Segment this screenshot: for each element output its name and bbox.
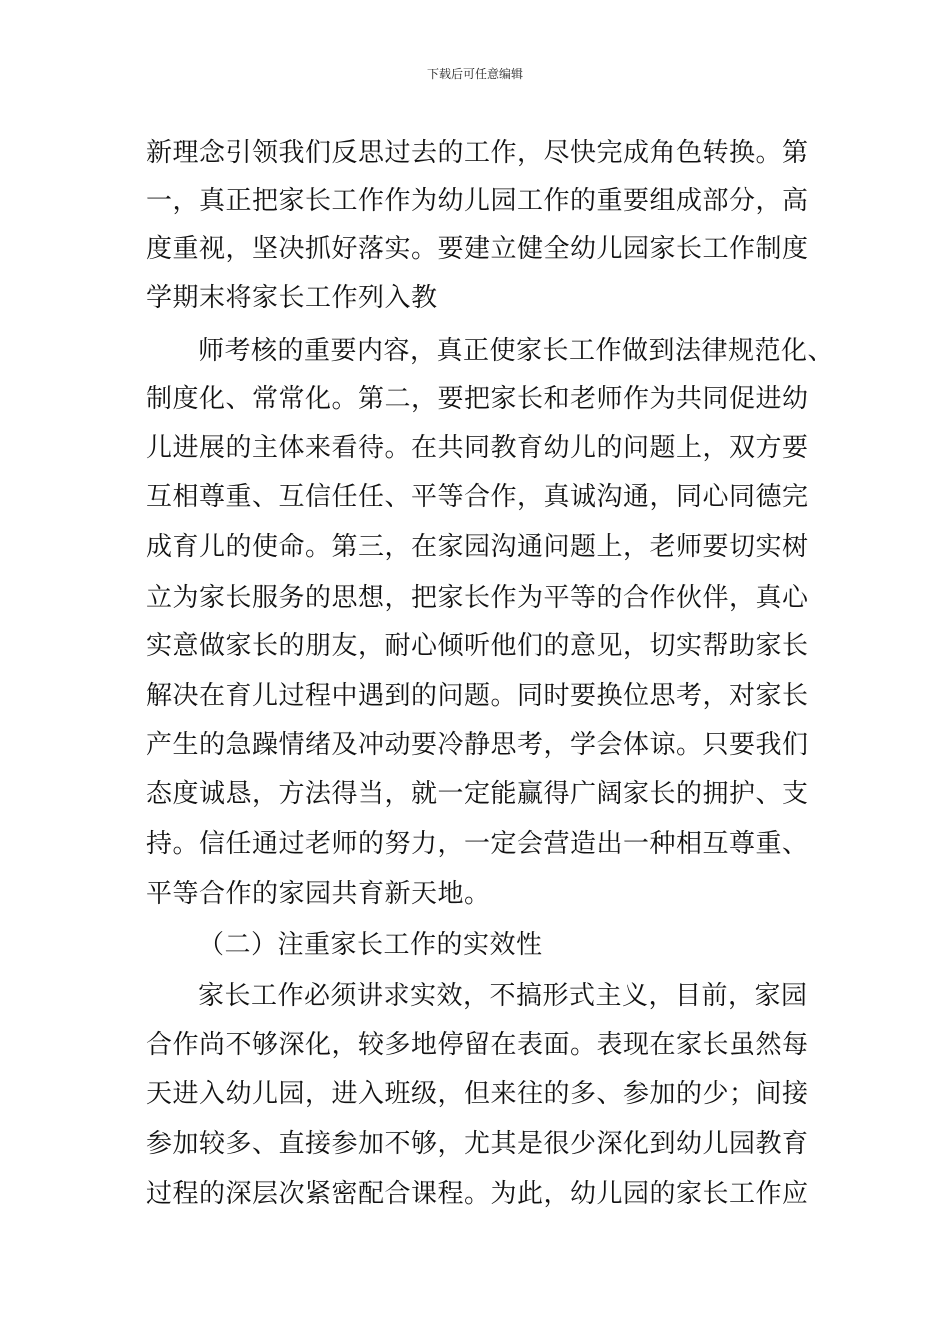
text-line: 立为家长服务的思想，把家长作为平等的合作伙伴，真心 <box>146 583 809 613</box>
paragraph-first-line: 家长工作必须讲求实效，不搞形式主义，目前，家园 <box>198 981 808 1011</box>
page-header: 下载后可任意编辑 <box>426 67 523 81</box>
text-line: 产生的急躁情绪及冲动要冷静思考，学会体谅。只要我们 <box>146 730 809 760</box>
section-heading: （二）注重家长工作的实效性 <box>198 930 543 960</box>
text-line: 实意做家长的朋友，耐心倾听他们的意见，切实帮助家长 <box>146 631 809 661</box>
text-line: 制度化、常常化。第二，要把家长和老师作为共同促进幼 <box>146 384 809 414</box>
text-line: 儿进展的主体来看待。在共同教育幼儿的问题上，双方要 <box>146 433 809 463</box>
text-line: 一，真正把家长工作作为幼儿园工作的重要组成部分，高 <box>146 186 809 216</box>
text-line: 度重视，坚决抓好落实。要建立健全幼儿园家长工作制度 <box>146 234 809 264</box>
text-line: 合作尚不够深化，较多地停留在表面。表现在家长虽然每 <box>146 1030 809 1060</box>
text-line: 解决在育儿过程中遇到的问题。同时要换位思考，对家长 <box>146 681 809 711</box>
text-line: 持。信任通过老师的努力，一定会营造出一种相互尊重、 <box>146 829 809 859</box>
text-line: 学期末将家长工作列入教 <box>146 283 438 313</box>
text-line: 天进入幼儿园，进入班级，但来往的多、参加的少；间接 <box>146 1079 809 1109</box>
text-line: 平等合作的家园共育新天地。 <box>146 879 491 909</box>
text-line: 态度诚恳，方法得当，就一定能赢得广阔家长的拥护、支 <box>146 779 809 809</box>
paragraph-first-line: 师考核的重要内容，真正使家长工作做到法律规范化、 <box>198 336 835 366</box>
text-line: 新理念引领我们反思过去的工作，尽快完成角色转换。第 <box>146 138 809 168</box>
text-line: 过程的深层次紧密配合课程。为此，幼儿园的家长工作应 <box>146 1179 809 1209</box>
text-line: 互相尊重、互信任任、平等合作，真诚沟通，同心同德完 <box>146 482 809 512</box>
text-line: 参加较多、直接参加不够，尤其是很少深化到幼儿园教育 <box>146 1129 809 1159</box>
text-line: 成育儿的使命。第三，在家园沟通问题上，老师要切实树 <box>146 532 809 562</box>
